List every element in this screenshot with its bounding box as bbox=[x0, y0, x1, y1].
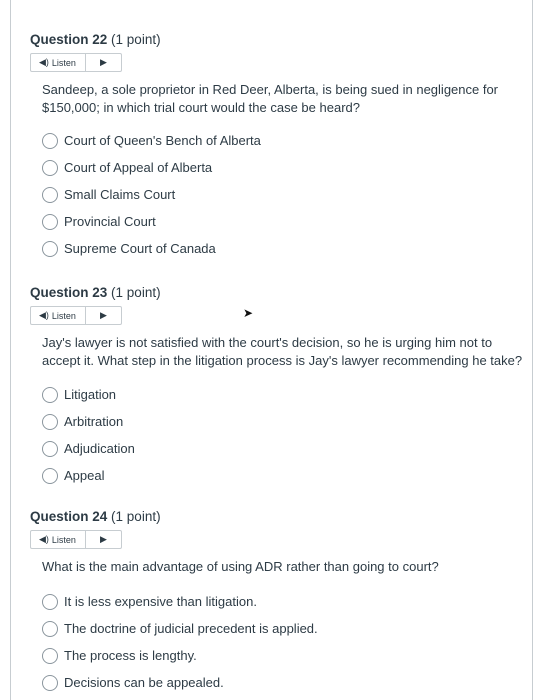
answer-option[interactable] bbox=[42, 408, 530, 435]
answer-label: The process is lengthy. bbox=[64, 648, 197, 663]
answer-label: It is less expensive than litigation. bbox=[64, 594, 257, 609]
play-icon: ▶ bbox=[100, 310, 107, 320]
radio-button[interactable] bbox=[42, 621, 58, 637]
answer-label: The doctrine of judicial precedent is applied. bbox=[64, 621, 318, 636]
radio-button[interactable] bbox=[42, 594, 58, 610]
listen-button[interactable] bbox=[31, 54, 86, 71]
play-icon: ▶ bbox=[100, 534, 107, 544]
answer-label: Litigation bbox=[64, 387, 117, 402]
answer-label: Court of Appeal of Alberta bbox=[64, 160, 213, 175]
question-number: Question 24 bbox=[30, 509, 108, 524]
listen-control bbox=[30, 306, 122, 325]
answer-label: Supreme Court of Canada bbox=[64, 241, 216, 256]
answer-list bbox=[42, 381, 530, 489]
mouse-cursor-icon: ➤ bbox=[243, 306, 254, 320]
listen-label: Listen bbox=[51, 57, 76, 68]
answer-option[interactable] bbox=[42, 588, 530, 615]
radio-button[interactable] bbox=[42, 414, 58, 430]
radio-button[interactable] bbox=[42, 675, 58, 691]
radio-button[interactable] bbox=[42, 468, 58, 484]
answer-option[interactable] bbox=[42, 181, 530, 208]
question-number: Question 23 bbox=[30, 285, 108, 300]
radio-button[interactable] bbox=[42, 241, 58, 257]
answer-label: Court of Queen's Bench of Alberta bbox=[64, 133, 261, 148]
answer-option[interactable] bbox=[42, 435, 530, 462]
answer-option[interactable] bbox=[42, 381, 530, 408]
answer-label: Appeal bbox=[64, 468, 105, 483]
answer-option[interactable] bbox=[42, 462, 530, 489]
answer-option[interactable] bbox=[42, 154, 530, 181]
listen-button[interactable] bbox=[31, 307, 86, 324]
question-text: Jay's lawyer is not satisfied with the court's decision, so he is urging him not to accept it. What step in the litigation process is Jay's lawyer recommending he take? bbox=[42, 335, 523, 368]
answer-label: Provincial Court bbox=[64, 214, 156, 229]
question-23 bbox=[30, 285, 530, 489]
radio-button[interactable] bbox=[42, 160, 58, 176]
question-header bbox=[30, 285, 530, 300]
answer-option[interactable] bbox=[42, 127, 530, 154]
radio-button[interactable] bbox=[42, 648, 58, 664]
radio-button[interactable] bbox=[42, 187, 58, 203]
play-icon: ▶ bbox=[100, 57, 107, 67]
play-button[interactable] bbox=[86, 310, 121, 321]
answer-option[interactable] bbox=[42, 642, 530, 669]
listen-button[interactable] bbox=[31, 531, 86, 548]
play-button[interactable] bbox=[86, 534, 121, 545]
answer-label: Small Claims Court bbox=[64, 187, 176, 202]
question-text: Sandeep, a sole proprietor in Red Deer, Alberta, is being sued in negligence for $150,000; in which trial court would the case be heard? bbox=[42, 82, 499, 115]
answer-label: Arbitration bbox=[64, 414, 124, 429]
question-points: (1 point) bbox=[111, 509, 161, 524]
listen-control bbox=[30, 53, 122, 72]
answer-option[interactable] bbox=[42, 615, 530, 642]
radio-button[interactable] bbox=[42, 214, 58, 230]
play-button[interactable] bbox=[86, 57, 121, 68]
radio-button[interactable] bbox=[42, 387, 58, 403]
question-number: Question 22 bbox=[30, 32, 108, 47]
listen-label: Listen bbox=[51, 310, 76, 321]
answer-label: Adjudication bbox=[64, 441, 135, 456]
question-22 bbox=[30, 32, 530, 262]
question-header bbox=[30, 509, 530, 524]
answer-list bbox=[42, 127, 530, 262]
answer-label: Decisions can be appealed. bbox=[64, 675, 224, 690]
answer-list bbox=[42, 588, 530, 696]
speaker-icon: ◀︎) bbox=[39, 310, 49, 320]
speaker-icon: ◀︎) bbox=[39, 57, 49, 67]
question-points: (1 point) bbox=[111, 285, 161, 300]
question-points: (1 point) bbox=[111, 32, 161, 47]
radio-button[interactable] bbox=[42, 441, 58, 457]
answer-option[interactable] bbox=[42, 235, 530, 262]
answer-option[interactable] bbox=[42, 208, 530, 235]
question-24 bbox=[30, 509, 530, 696]
listen-control bbox=[30, 530, 122, 549]
question-text: What is the main advantage of using ADR rather than going to court? bbox=[42, 559, 439, 574]
speaker-icon: ◀︎) bbox=[39, 534, 49, 544]
listen-label: Listen bbox=[51, 534, 76, 545]
radio-button[interactable] bbox=[42, 133, 58, 149]
answer-option[interactable] bbox=[42, 669, 530, 696]
question-header bbox=[30, 32, 530, 47]
